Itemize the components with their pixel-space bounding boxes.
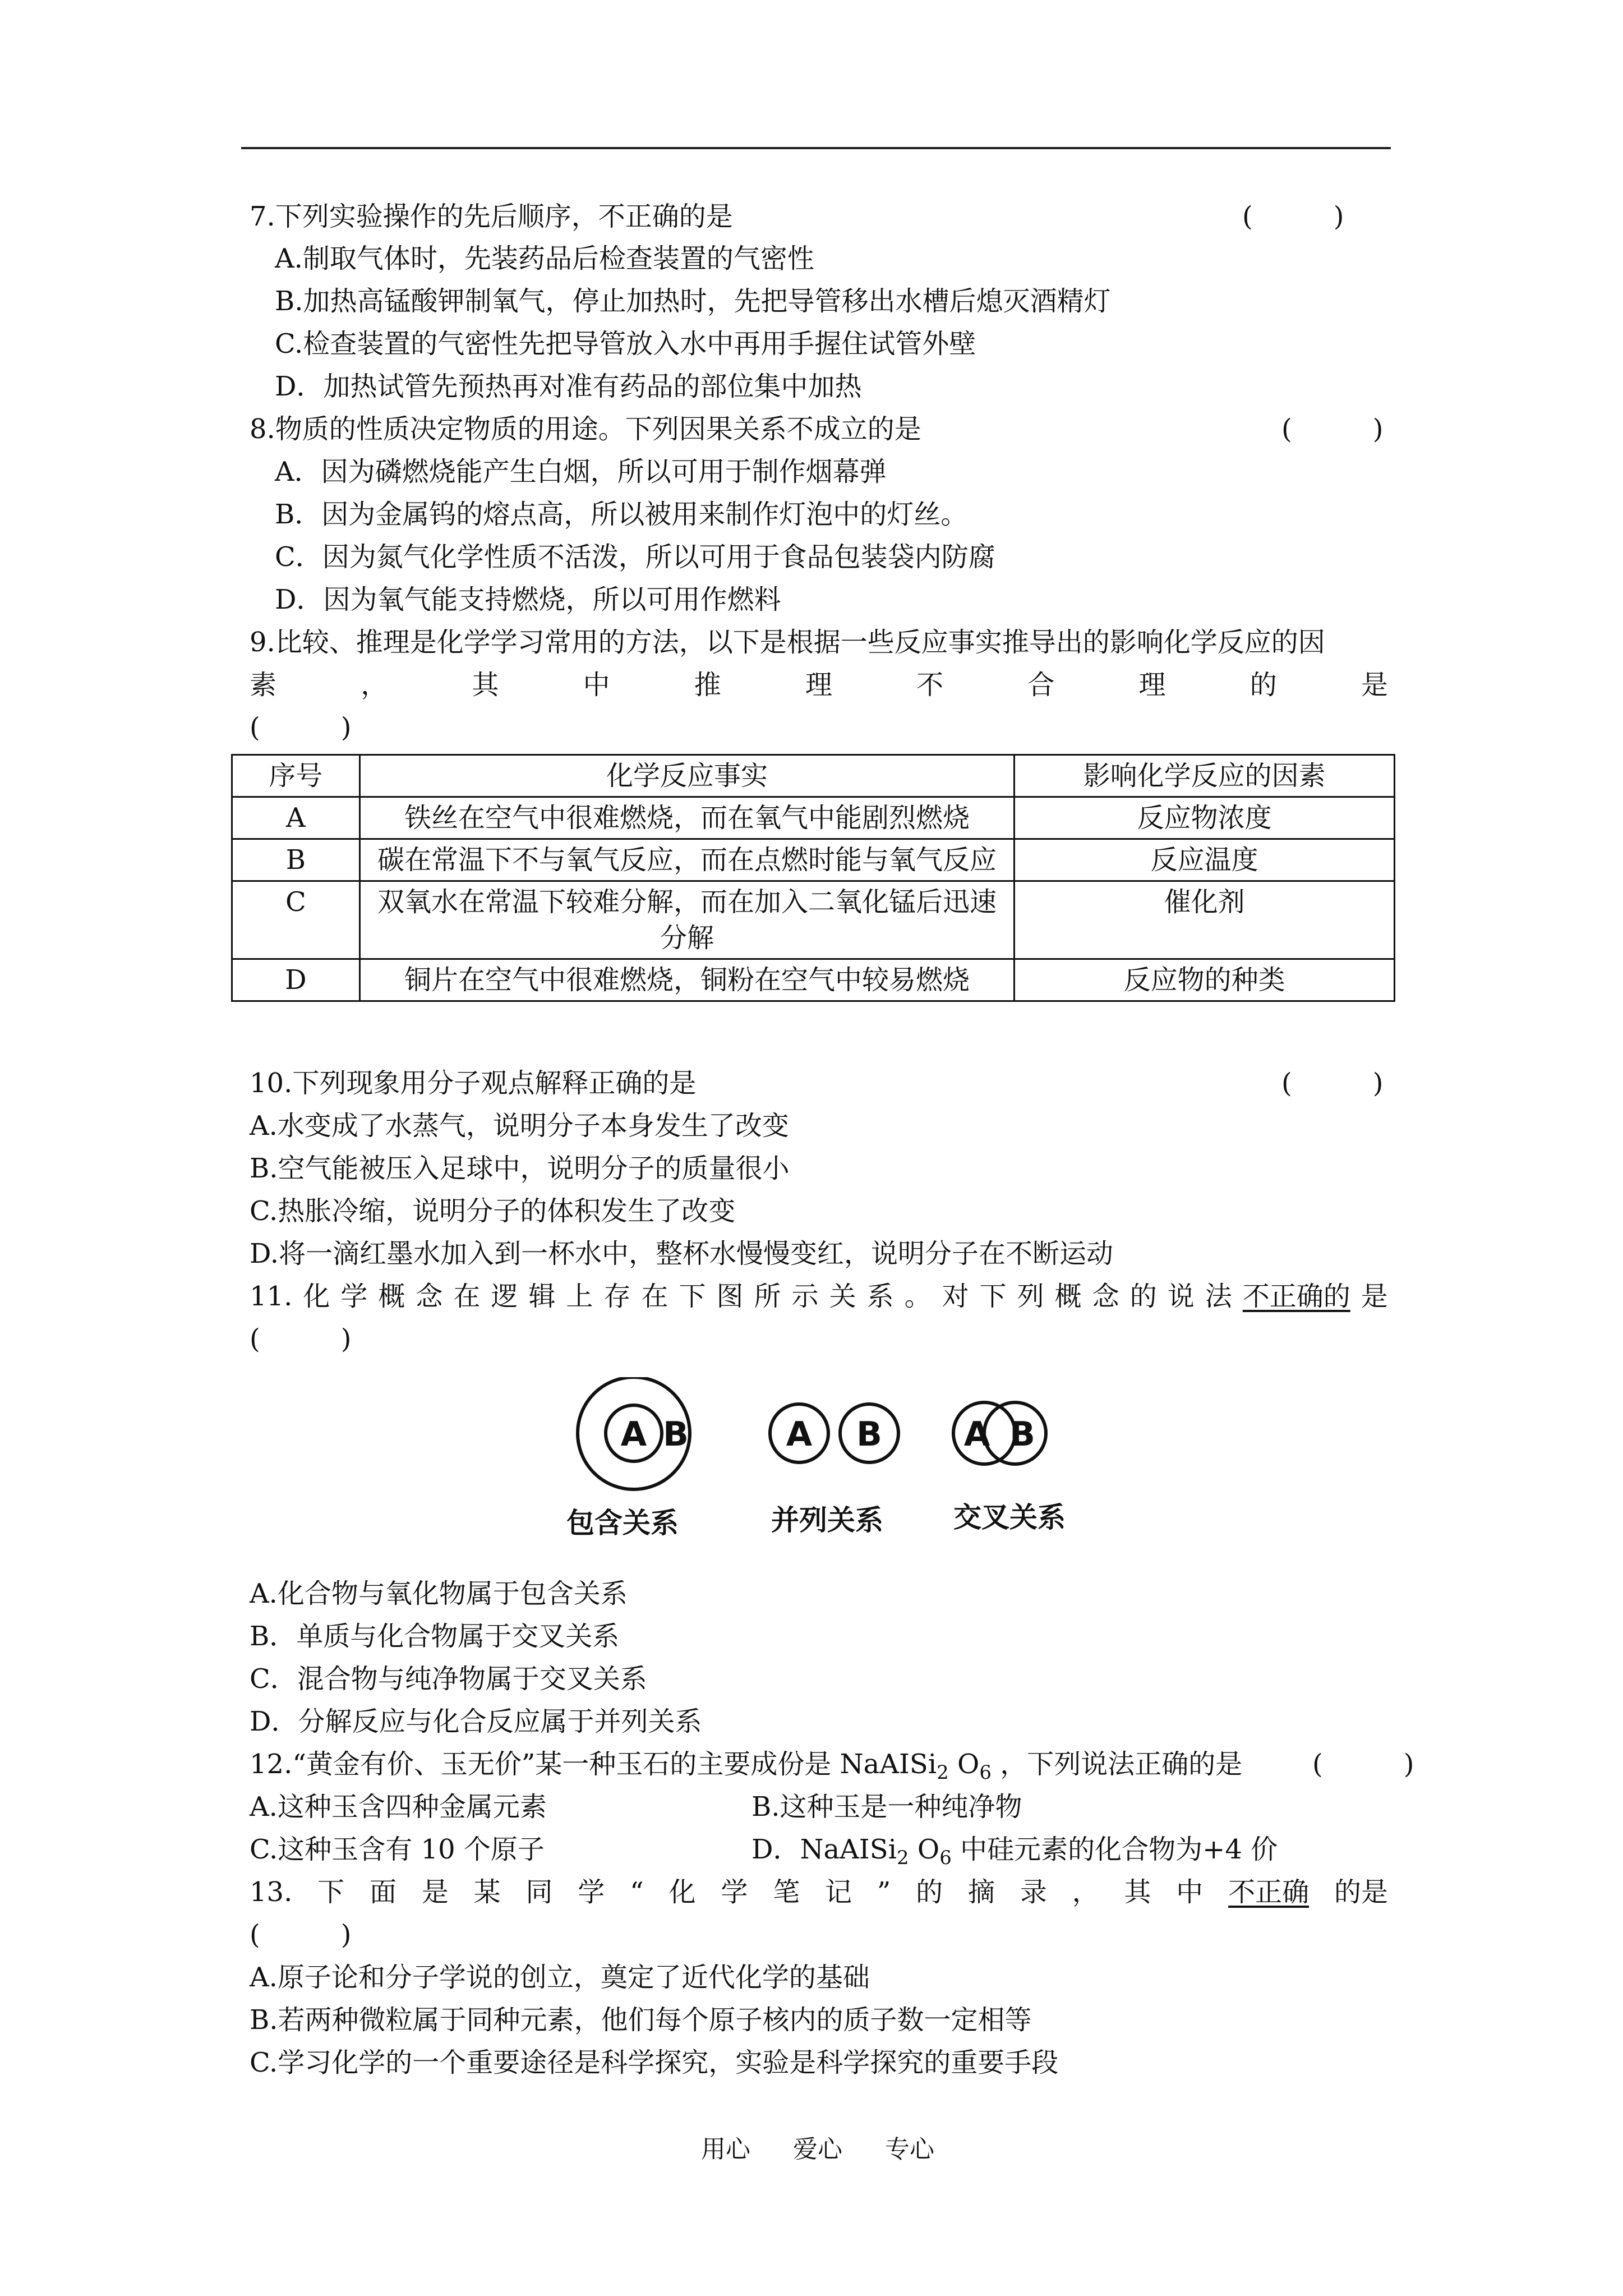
table-row (232, 881, 1395, 959)
q9-stem-line2 (250, 668, 1388, 702)
table-cell-id: A (232, 797, 360, 839)
q9-answer-paren: ( ) (250, 712, 352, 743)
q11-stem-underlined: 不正确的 (1242, 1281, 1350, 1312)
q9-stem-char: 不 (916, 669, 944, 701)
q11-option-a: A.化合物与氧化物属于包含关系 (250, 1578, 628, 1609)
q10-answer-paren: ( ) (1281, 1068, 1384, 1099)
formula-oxygen: O (948, 1749, 980, 1780)
parallel-letter-a: A (786, 1415, 813, 1454)
q13-stem-char: 某 (473, 1876, 501, 1908)
table-row (232, 797, 1395, 839)
q11-option-b: B．单质与化合物属于交叉关系 (250, 1621, 620, 1652)
q11-stem-char: 在 (453, 1281, 481, 1312)
q11-stem-char: 学 (340, 1281, 368, 1312)
table-header-row (232, 755, 1395, 797)
q11-stem-char: 概 (1054, 1281, 1082, 1312)
subscript-6: 6 (939, 1847, 952, 1869)
q11-stem-char: 念 (416, 1281, 443, 1312)
table-header-id: 序号 (232, 755, 360, 797)
q12-option-d-tail: 中硅元素的化合物为+4 价 (951, 1834, 1278, 1865)
q11-stem-char: 说 (1167, 1281, 1195, 1312)
q11-stem-char: 法 (1205, 1281, 1232, 1312)
q11-stem-char: 对 (942, 1281, 969, 1312)
q12-option-d-text: D．NaAISi (751, 1834, 897, 1865)
q11-stem (250, 1279, 1388, 1314)
q10-option-b: B.空气能被压入足球中，说明分子的质量很小 (250, 1153, 790, 1184)
cross-letter-a: A (963, 1415, 990, 1454)
q11-option-d: D．分解反应与化合反应属于并列关系 (250, 1706, 702, 1737)
q13-stem-char: 的 (916, 1876, 943, 1908)
q11-stem-char: 所 (754, 1281, 781, 1312)
table-cell-fact: 碳在常温下不与氧气反应，而在点燃时能与氧气反应 (359, 839, 1015, 881)
q9-stem-char: 理 (805, 669, 832, 701)
table-cell-fact: 双氧水在常温下较难分解，而在加入二氧化锰后迅速分解 (359, 881, 1015, 959)
q9-stem-char: 合 (1027, 669, 1055, 701)
q12-stem (250, 1747, 1242, 1790)
q7-option-b: B.加热高锰酸钾制氧气，停止加热时，先把导管移出水槽后熄灭酒精灯 (275, 286, 1111, 317)
q8-stem: 8.物质的性质决定物质的用途。下列因果关系不成立的是 (250, 413, 921, 445)
q12-stem-tail: ，下列说法正确的是 (992, 1749, 1243, 1780)
q8-option-a: A．因为磷燃烧能产生白烟，所以可用于制作烟幕弹 (275, 456, 887, 487)
subscript-6: 6 (979, 1761, 992, 1784)
q13-stem-char: 录 (1020, 1876, 1047, 1908)
table-row (232, 959, 1395, 1001)
q11-stem-char: 化 (303, 1281, 330, 1312)
q11-stem-char: 11. (250, 1281, 293, 1312)
formula-oxygen: O (909, 1834, 940, 1865)
q11-stem-char: 下 (679, 1281, 706, 1312)
table-cell-factor: 反应物的种类 (1015, 959, 1395, 1001)
q11-stem-char: 念 (1092, 1281, 1119, 1312)
q13-stem-char: 学 (721, 1876, 748, 1908)
q9-stem-char: 是 (1361, 669, 1388, 701)
q11-stem-char: 逻 (491, 1281, 518, 1312)
q13-stem-underlined: 不正确 (1228, 1876, 1310, 1908)
q11-stem-char: 。 (904, 1281, 932, 1312)
q10-option-d: D.将一滴红墨水加入到一杯水中，整杯水慢慢变红，说明分子在不断运动 (250, 1238, 1114, 1269)
q11-stem-char: 在 (641, 1281, 668, 1312)
q11-stem-char: 系 (866, 1281, 894, 1312)
q13-stem-char: 化 (668, 1876, 696, 1908)
q11-answer-paren: ( ) (250, 1323, 352, 1355)
concept-relation-diagram (555, 1377, 1116, 1545)
q10-stem: 10.下列现象用分子观点解释正确的是 (250, 1068, 697, 1099)
q11-stem-char: 概 (378, 1281, 405, 1312)
q12-option-a: A.这种玉含四种金属元素 (250, 1791, 547, 1823)
q8-option-c: C．因为氮气化学性质不活泼，所以可用于食品包装袋内防腐 (275, 541, 995, 573)
q8-answer-paren: ( ) (1281, 413, 1384, 445)
q9-stem-char: 其 (472, 669, 499, 701)
table-header-factor: 影响化学反应的因素 (1015, 755, 1395, 797)
q8-option-d: D．因为氧气能支持燃烧，所以可用作燃料 (275, 584, 781, 615)
q13-stem-char: 面 (369, 1876, 396, 1908)
q7-option-a: A.制取气体时，先装药品后检查装置的气密性 (275, 243, 814, 274)
q11-stem-char: 下 (979, 1281, 1007, 1312)
label-parallel: 并列关系 (771, 1504, 883, 1536)
q7-answer-paren: ( ) (1242, 201, 1344, 232)
q9-stem-char: ， (361, 669, 388, 701)
q13-stem-char: 学 (578, 1876, 605, 1908)
q13-stem-char: 中 (1176, 1876, 1204, 1908)
q9-stem-char: 推 (694, 669, 721, 701)
table-cell-factor: 反应物浓度 (1015, 797, 1395, 839)
table-header-fact: 化学反应事实 (359, 755, 1015, 797)
q11-option-c: C．混合物与纯净物属于交叉关系 (250, 1663, 647, 1695)
table-cell-id: D (232, 959, 360, 1001)
q13-stem-char: 摘 (967, 1876, 995, 1908)
q7-option-d: D．加热试管先预热再对准有药品的部位集中加热 (275, 371, 862, 402)
table-cell-fact: 铁丝在空气中很难燃烧，而在氧气中能剧烈燃烧 (359, 797, 1015, 839)
q11-stem-char: 图 (716, 1281, 744, 1312)
label-cross: 交叉关系 (953, 1501, 1066, 1534)
containment-letter-a: A (620, 1415, 647, 1454)
q12-answer-paren: ( ) (1312, 1749, 1414, 1780)
footer-word: 专心 (885, 2135, 934, 2164)
q11-stem-char: 上 (566, 1281, 593, 1312)
label-containment: 包含关系 (566, 1507, 679, 1539)
subscript-2: 2 (937, 1761, 949, 1784)
q13-stem-char: 笔 (773, 1876, 800, 1908)
q10-option-c: C.热胀冷缩，说明分子的体积发生了改变 (250, 1195, 736, 1227)
header-rule (241, 147, 1391, 149)
q10-option-a: A.水变成了水蒸气，说明分子本身发生了改变 (250, 1110, 789, 1142)
q11-stem-char: 列 (1017, 1281, 1044, 1312)
q13-stem-char: “ (630, 1876, 644, 1908)
q8-option-b: B．因为金属钨的熔点高，所以被用来制作灯泡中的灯丝。 (275, 499, 968, 530)
q13-stem-char: 的是 (1334, 1876, 1388, 1908)
footer-word: 用心 (701, 2135, 750, 2164)
q13-stem-char: 同 (525, 1876, 553, 1908)
q11-stem-char: 示 (791, 1281, 819, 1312)
q11-stem-char: 存 (603, 1281, 631, 1312)
q11-stem-char: 关 (829, 1281, 856, 1312)
table-row (232, 839, 1395, 881)
cross-letter-b: B (1009, 1415, 1035, 1454)
q9-stem-char: 素 (250, 669, 277, 701)
q13-option-a: A.原子论和分子学说的创立，奠定了近代化学的基础 (250, 1962, 870, 1993)
q13-stem-char: ， (1072, 1876, 1099, 1908)
q7-stem: 7.下列实验操作的先后顺序，不正确的是 (250, 201, 733, 232)
q11-stem-char: 是 (1361, 1281, 1388, 1312)
q9-stem-char: 的 (1249, 669, 1277, 701)
table-cell-factor: 反应温度 (1015, 839, 1395, 881)
q9-stem-char: 理 (1138, 669, 1166, 701)
table-cell-id: B (232, 839, 360, 881)
subscript-2: 2 (896, 1847, 909, 1869)
q12-option-d (751, 1832, 1278, 1875)
q9-reaction-table (231, 754, 1395, 1002)
q13-stem-char: 13. (250, 1876, 293, 1908)
q13-stem (250, 1875, 1388, 1910)
q13-stem-char: 记 (824, 1876, 852, 1908)
q9-stem-char: 中 (583, 669, 610, 701)
q12-option-c: C.这种玉含有 10 个原子 (250, 1834, 545, 1865)
table-cell-factor: 催化剂 (1015, 881, 1395, 959)
q13-stem-char: 下 (317, 1876, 345, 1908)
q7-option-c: C.检查装置的气密性先把导管放入水中再用手握住试管外壁 (275, 328, 976, 360)
q13-option-b: B.若两种微粒属于同种元素，他们每个原子核内的质子数一定相等 (250, 2004, 1032, 2036)
table-cell-id: C (232, 881, 360, 959)
q13-stem-char: 是 (421, 1876, 449, 1908)
q13-stem-char: ” (877, 1876, 891, 1908)
q9-stem-line1: 9.比较、推理是化学学习常用的方法，以下是根据一些反应事实推导出的影响化学反应的因 (250, 627, 1325, 658)
footer-word: 爱心 (793, 2135, 842, 2164)
q13-option-c: C.学习化学的一个重要途径是科学探究，实验是科学探究的重要手段 (250, 2047, 1059, 2078)
q12-stem-text: 12.“黄金有价、玉无价”某一种玉石的主要成份是 NaAISi (250, 1749, 937, 1780)
q11-stem-char: 的 (1129, 1281, 1157, 1312)
parallel-letter-b: B (856, 1415, 882, 1454)
page-footer (701, 2129, 969, 2165)
q12-option-b: B.这种玉是一种纯净物 (751, 1791, 1022, 1823)
q13-stem-char: 其 (1124, 1876, 1151, 1908)
q11-stem-char: 辑 (528, 1281, 556, 1312)
table-cell-fact: 铜片在空气中很难燃烧，铜粉在空气中较易燃烧 (359, 959, 1015, 1001)
containment-letter-b: B (663, 1415, 689, 1454)
q13-answer-paren: ( ) (250, 1919, 352, 1950)
